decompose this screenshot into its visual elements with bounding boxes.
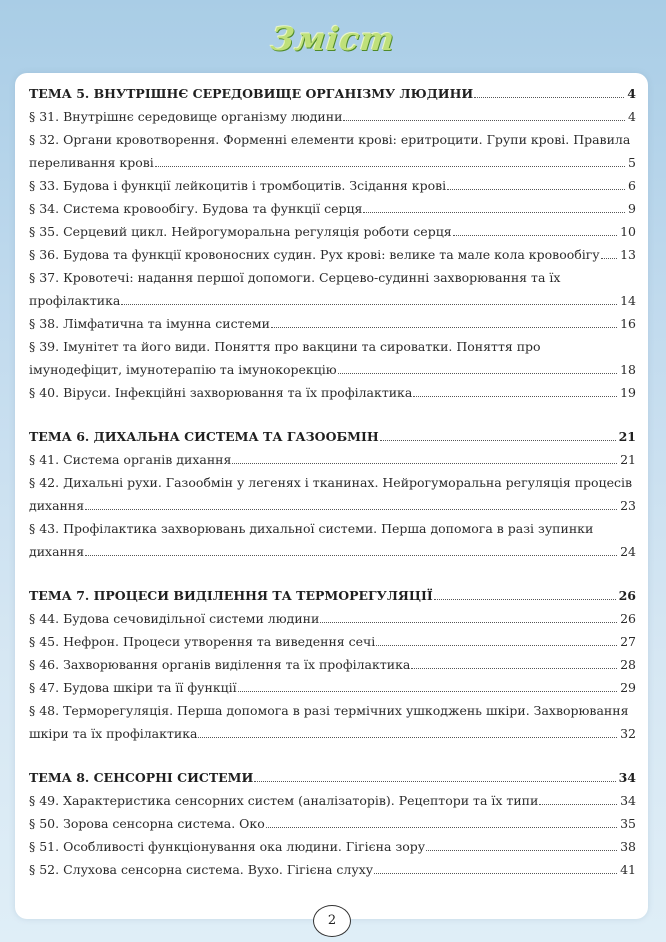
table-of-contents xyxy=(29,82,636,881)
theme-title: ТЕМА 8. СЕНСОРНІ СИСТЕМИ xyxy=(29,770,254,785)
theme-page: 34 xyxy=(618,770,636,785)
entry-title: шкіри та їх профілактика xyxy=(29,726,198,741)
toc-entry[interactable] xyxy=(29,220,636,243)
entry-title: профілактика xyxy=(29,293,121,308)
toc-theme-heading[interactable] xyxy=(29,82,636,105)
entry-page: 29 xyxy=(620,680,636,695)
toc-theme-heading[interactable] xyxy=(29,584,636,607)
entry-page: 26 xyxy=(620,611,636,626)
entry-title: § 51. Особливості функціонування ока людини. Гігієна зору xyxy=(29,839,426,854)
dot-leader xyxy=(271,327,617,328)
dot-leader xyxy=(447,189,625,190)
toc-theme-heading[interactable] xyxy=(29,766,636,789)
toc-theme-heading[interactable] xyxy=(29,425,636,448)
toc-entry[interactable] xyxy=(29,381,636,404)
dot-leader xyxy=(343,120,625,121)
dot-leader xyxy=(434,599,616,600)
entry-page: 34 xyxy=(620,793,636,808)
dot-leader xyxy=(320,622,617,623)
dot-leader xyxy=(254,781,615,782)
toc-entry[interactable] xyxy=(29,448,636,471)
toc-entry[interactable] xyxy=(29,105,636,128)
theme-title: ТЕМА 5. ВНУТРІШНЄ СЕРЕДОВИЩЕ ОРГАНІЗМУ ЛЮДИНИ xyxy=(29,86,474,101)
entry-page: 10 xyxy=(620,224,636,239)
dot-leader xyxy=(232,463,617,464)
toc-entry[interactable] xyxy=(29,197,636,220)
entry-title: імунодефіцит, імунотерапію та імунокорекцію xyxy=(29,362,337,377)
entry-page: 35 xyxy=(620,816,636,831)
toc-entry[interactable] xyxy=(29,358,636,381)
theme-page: 21 xyxy=(618,429,636,444)
entry-page: 41 xyxy=(620,862,636,877)
toc-panel xyxy=(15,73,648,919)
entry-page: 5 xyxy=(628,155,636,170)
theme-page: 4 xyxy=(627,86,636,101)
entry-page: 6 xyxy=(628,178,636,193)
entry-page: 23 xyxy=(620,498,636,513)
entry-page: 4 xyxy=(628,109,636,124)
entry-title: § 49. Характеристика сенсорних систем (аналізаторів). Рецептори та їх типи xyxy=(29,793,539,808)
entry-page: 24 xyxy=(620,544,636,559)
toc-entry[interactable] xyxy=(29,722,636,745)
section-gap xyxy=(29,404,636,425)
dot-leader xyxy=(363,212,625,213)
entry-page: 16 xyxy=(620,316,636,331)
toc-entry[interactable] xyxy=(29,630,636,653)
toc-entry-line: § 37. Кровотечі: надання першої допомоги. Серцево-судинні захворювання та їх xyxy=(29,270,561,285)
dot-leader xyxy=(238,691,617,692)
entry-title: § 35. Серцевий цикл. Нейрогуморальна регуляція роботи серця xyxy=(29,224,452,239)
toc-entry-line: § 39. Імунітет та його види. Поняття про вакцини та сироватки. Поняття про xyxy=(29,339,541,354)
entry-page: 18 xyxy=(620,362,636,377)
toc-entry[interactable] xyxy=(29,676,636,699)
entry-title: дихання xyxy=(29,498,85,513)
dot-leader xyxy=(413,396,617,397)
entry-title: § 46. Захворювання органів виділення та їх профілактика xyxy=(29,657,411,672)
entry-title: § 47. Будова шкіри та її функції xyxy=(29,680,237,695)
dot-leader xyxy=(426,850,617,851)
entry-title: § 36. Будова та функції кровоносних судин. Рух крові: велике та мале кола кровообігу xyxy=(29,247,600,262)
entry-page: 28 xyxy=(620,657,636,672)
entry-title: § 52. Слухова сенсорна система. Вухо. Гігієна слуху xyxy=(29,862,374,877)
entry-title: § 40. Віруси. Інфекційні захворювання та їх профілактика xyxy=(29,385,413,400)
toc-entry[interactable] xyxy=(29,812,636,835)
dot-leader xyxy=(601,258,617,259)
page-title: Зміст xyxy=(269,20,397,58)
theme-title: ТЕМА 6. ДИХАЛЬНА СИСТЕМА ТА ГАЗООБМІН xyxy=(29,429,379,444)
entry-title: переливання крові xyxy=(29,155,154,170)
section-gap xyxy=(29,745,636,766)
toc-entry[interactable] xyxy=(29,494,636,517)
toc-entry-line: § 32. Органи кровотворення. Форменні елементи крові: еритроцити. Групи крові. Правила xyxy=(29,132,631,147)
dot-leader xyxy=(121,304,617,305)
entry-title: § 33. Будова і функції лейкоцитів і тромбоцитів. Зсідання крові xyxy=(29,178,447,193)
dot-leader xyxy=(380,440,616,441)
dot-leader xyxy=(539,804,617,805)
toc-entry[interactable] xyxy=(29,243,636,266)
entry-page: 38 xyxy=(620,839,636,854)
entry-title: § 44. Будова сечовидільної системи людини xyxy=(29,611,320,626)
entry-title: дихання xyxy=(29,544,85,559)
toc-entry[interactable] xyxy=(29,835,636,858)
entry-page: 14 xyxy=(620,293,636,308)
entry-page: 9 xyxy=(628,201,636,216)
toc-entry[interactable] xyxy=(29,174,636,197)
dot-leader xyxy=(266,827,617,828)
entry-title: § 41. Система органів дихання xyxy=(29,452,232,467)
dot-leader xyxy=(198,737,617,738)
section-gap xyxy=(29,563,636,584)
dot-leader xyxy=(155,166,625,167)
toc-entry-line: § 48. Терморегуляція. Перша допомога в разі термічних ушкоджень шкіри. Захворювання xyxy=(29,703,629,718)
dot-leader xyxy=(85,509,617,510)
entry-title: § 31. Внутрішнє середовище організму людини xyxy=(29,109,343,124)
theme-title: ТЕМА 7. ПРОЦЕСИ ВИДІЛЕННЯ ТА ТЕРМОРЕГУЛЯЦІЇ xyxy=(29,588,433,603)
dot-leader xyxy=(453,235,617,236)
entry-title: § 38. Лімфатична та імунна системи xyxy=(29,316,270,331)
dot-leader xyxy=(85,555,617,556)
toc-entry[interactable] xyxy=(29,312,636,335)
entry-title: § 45. Нефрон. Процеси утворення та виведення сечі xyxy=(29,634,376,649)
theme-page: 26 xyxy=(618,588,636,603)
toc-entry-line: § 42. Дихальні рухи. Газообмін у легенях і тканинах. Нейрогуморальна регуляція процесів xyxy=(29,475,633,490)
entry-page: 19 xyxy=(620,385,636,400)
toc-entry[interactable] xyxy=(29,289,636,312)
entry-page: 21 xyxy=(620,452,636,467)
toc-entry[interactable] xyxy=(29,789,636,812)
entry-title: § 50. Зорова сенсорна система. Око xyxy=(29,816,265,831)
toc-entry[interactable] xyxy=(29,607,636,630)
entry-page: 13 xyxy=(620,247,636,262)
entry-page: 27 xyxy=(620,634,636,649)
toc-entry[interactable] xyxy=(29,540,636,563)
toc-entry[interactable] xyxy=(29,151,636,174)
toc-entry[interactable] xyxy=(29,858,636,881)
toc-entry[interactable] xyxy=(29,653,636,676)
toc-entry-line: § 43. Профілактика захворювань дихальної системи. Перша допомога в разі зупинки xyxy=(29,521,594,536)
dot-leader xyxy=(474,97,624,98)
dot-leader xyxy=(376,645,617,646)
entry-title: § 34. Система кровообігу. Будова та функції серця xyxy=(29,201,363,216)
page-number: 2 xyxy=(313,905,351,937)
dot-leader xyxy=(411,668,617,669)
entry-page: 32 xyxy=(620,726,636,741)
dot-leader xyxy=(374,873,617,874)
dot-leader xyxy=(338,373,617,374)
